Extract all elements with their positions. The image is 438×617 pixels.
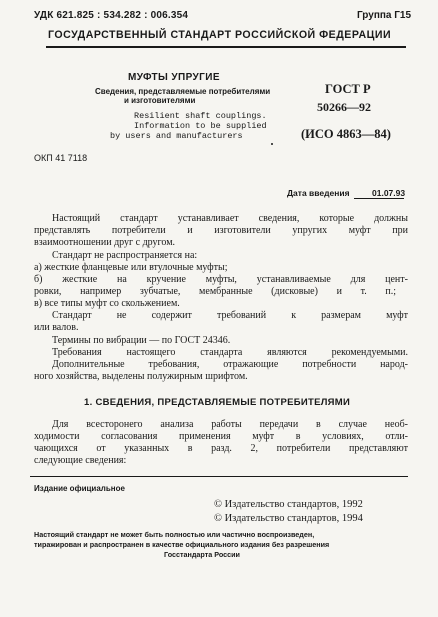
body-line-9: Стандарт не содержит требований к размерам муфт bbox=[52, 310, 408, 321]
body-line-13: Дополнительные требования, отражающие потребности народ- bbox=[52, 359, 408, 370]
copyright-line-1: © Издательство стандартов, 1992 bbox=[214, 499, 363, 510]
section-1-line-4: следующие сведения: bbox=[34, 455, 127, 466]
body-line-7: ровки, например зубчатые, мембранные (дисковые) и т. п.; bbox=[34, 286, 396, 297]
udc-code: УДК 621.825 : 534.282 : 006.354 bbox=[34, 10, 189, 21]
section-1-heading: 1. СВЕДЕНИЯ, ПРЕДСТАВЛЯЕМЫЕ ПОТРЕБИТЕЛЯМИ bbox=[84, 397, 351, 408]
body-line-11: Термины по вибрации — по ГОСТ 24346. bbox=[52, 335, 231, 346]
gost-label: ГОСТ Р bbox=[325, 82, 371, 96]
group-code: Группа Г15 bbox=[357, 10, 412, 21]
body-line-3: взаимоотношении друг с другом. bbox=[34, 237, 176, 248]
title-en-1: Resilient shaft couplings. bbox=[134, 111, 267, 121]
header-rule bbox=[46, 46, 406, 48]
body-line-5: а) жесткие фланцевые или втулочные муфты; bbox=[34, 262, 228, 273]
title-ru: МУФТЫ УПРУГИЕ bbox=[128, 72, 220, 83]
subtitle-ru-1: Сведения, представляемые потребителями bbox=[95, 87, 271, 96]
copyright-line-2: © Издательство стандартов, 1994 bbox=[214, 513, 363, 524]
reproduction-notice-2: тиражирован и распространен в качестве официального издания без разрешения bbox=[34, 540, 330, 549]
section-1-line-2: ходимости согласования применения муфт в условиях, отли- bbox=[34, 431, 408, 442]
intro-date-underline bbox=[354, 198, 404, 199]
intro-date-value: 01.07.93 bbox=[372, 188, 406, 198]
subtitle-ru-2: и изготовителями bbox=[124, 96, 196, 105]
body-line-4: Стандарт не распространяется на: bbox=[52, 250, 198, 261]
title-en-3: by users and manufacturers bbox=[110, 131, 243, 141]
section-1-line-3: чающихся от указанных в разд. 2, потребители представляют bbox=[34, 443, 408, 454]
reproduction-notice-1: Настоящий стандарт не может быть полностью или частично воспроизведен, bbox=[34, 530, 315, 539]
okp-code: ОКП 41 7118 bbox=[34, 153, 88, 163]
section-1-line-1: Для всесторонего анализа работы передачи в случае необ- bbox=[52, 419, 408, 430]
body-line-6: б) жесткие на кручение муфты, устанавливаемые для цент- bbox=[34, 274, 408, 285]
reproduction-notice-3: Госстандарта России bbox=[164, 550, 240, 559]
body-line-12: Требования настоящего стандарта являются рекомендуемыми. bbox=[52, 347, 408, 358]
gost-number: 50266—92 bbox=[317, 100, 371, 114]
body-line-8: в) все типы муфт со скольжением. bbox=[34, 298, 180, 309]
intro-date-label: Дата введения bbox=[287, 188, 350, 198]
title-en-2: Information to be supplied bbox=[134, 121, 267, 131]
body-line-10: или валов. bbox=[34, 322, 79, 333]
body-line-2: представлять потребители и изготовители упругих муфт при bbox=[34, 225, 408, 236]
iso-reference: (ИСО 4863—84) bbox=[301, 127, 391, 141]
standard-body: ГОСУДАРСТВЕННЫЙ СТАНДАРТ РОССИЙСКОЙ ФЕДЕРАЦИИ bbox=[48, 29, 392, 41]
body-line-1: Настоящий стандарт устанавливает сведения, которые должны bbox=[52, 213, 408, 224]
body-line-14: ного хозяйства, выделены полужирным шрифтом. bbox=[34, 371, 248, 382]
dot-mark bbox=[271, 143, 273, 145]
footer-rule bbox=[30, 476, 408, 477]
official-edition: Издание официальное bbox=[34, 484, 125, 493]
